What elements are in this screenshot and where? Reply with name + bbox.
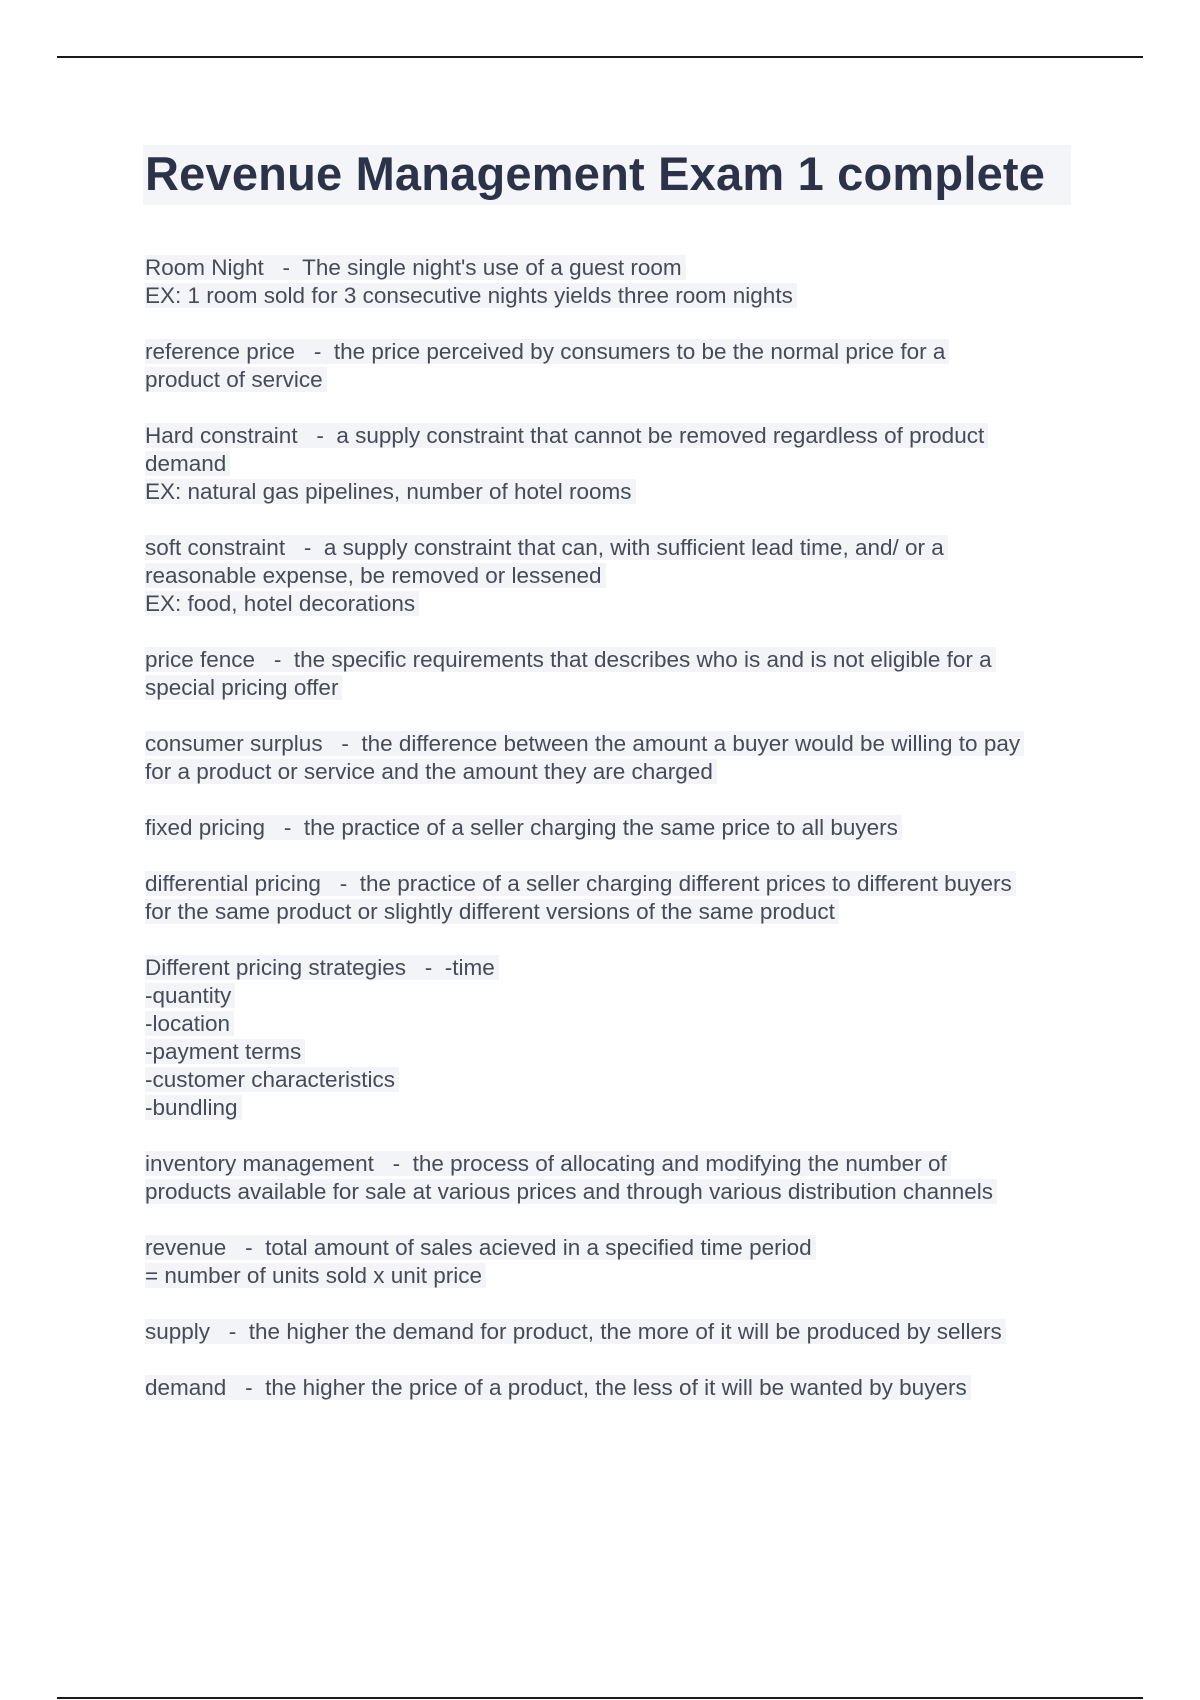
flashcard-definition: EX: food, hotel decorations: [145, 591, 416, 616]
flashcard-definition: -time: [444, 955, 495, 980]
flashcard-definition: the practice of a seller charging different prices to different buyers: [359, 871, 1012, 896]
text-highlight: [145, 1095, 242, 1120]
title-block: [143, 145, 1071, 205]
flashcard-term: differential pricing: [145, 871, 321, 896]
flashcard-definition: The single night's use of a guest room: [302, 255, 682, 280]
flashcard-definition-line: [145, 982, 1090, 1010]
term-separator: -: [210, 1319, 249, 1344]
flashcard-term: Hard constraint: [145, 423, 298, 448]
flashcard-definition: special pricing offer: [145, 675, 339, 700]
text-highlight: [145, 563, 606, 588]
flashcard-entry: [145, 422, 1090, 506]
text-highlight: [145, 955, 499, 980]
text-highlight: [145, 283, 797, 308]
flashcard-definition: the price perceived by consumers to be the normal price for a: [333, 339, 946, 364]
text-highlight: [145, 1179, 997, 1204]
text-highlight: [145, 1151, 951, 1176]
flashcard-definition: -payment terms: [145, 1039, 302, 1064]
flashcard-entry: [145, 1150, 1090, 1206]
flashcard-term: soft constraint: [145, 535, 286, 560]
text-highlight: [145, 1039, 305, 1064]
flashcard-term: reference price: [145, 339, 296, 364]
flashcard-definition-line: [145, 674, 1090, 702]
flashcard-entry: [145, 254, 1090, 310]
flashcard-definition-line: [145, 1066, 1090, 1094]
flashcard-definition-line: [145, 282, 1090, 310]
flashcard-definition: EX: natural gas pipelines, number of hotel rooms: [145, 479, 632, 504]
text-highlight: [145, 1067, 399, 1092]
text-highlight: [145, 647, 996, 672]
flashcard-definition-line: [145, 478, 1090, 506]
flashcard-first-line: [145, 1234, 1090, 1262]
flashcard-first-line: [145, 338, 1090, 366]
flashcard-first-line: [145, 1150, 1090, 1178]
flashcard-entry: [145, 534, 1090, 618]
flashcard-definition: = number of units sold x unit price: [145, 1263, 483, 1288]
text-highlight: [145, 1319, 1006, 1344]
term-separator: -: [320, 871, 360, 896]
flashcard-definition: -location: [145, 1011, 231, 1036]
flashcard-definition: the process of allocating and modifying the number of: [412, 1151, 947, 1176]
flashcard-definition-line: [145, 1010, 1090, 1038]
flashcard-term: Different pricing strategies: [145, 955, 406, 980]
flashcard-definition-line: [145, 1038, 1090, 1066]
flashcard-list: [145, 254, 1090, 1402]
text-highlight: [145, 535, 948, 560]
flashcard-term: price fence: [145, 647, 256, 672]
term-separator: -: [295, 339, 334, 364]
text-highlight: [145, 451, 230, 476]
flashcard-first-line: [145, 954, 1090, 982]
text-highlight: [145, 899, 839, 924]
flashcard-term: Room Night: [145, 255, 264, 280]
flashcard-definition: for a product or service and the amount they are charged: [145, 759, 713, 784]
flashcard-definition: a supply constraint that can, with sufficient lead time, and/ or a: [323, 535, 944, 560]
flashcard-term: fixed pricing: [145, 815, 266, 840]
flashcard-entry: [145, 1318, 1090, 1346]
term-separator: -: [322, 731, 362, 756]
flashcard-first-line: [145, 1318, 1090, 1346]
term-separator: -: [265, 815, 304, 840]
text-highlight: [145, 815, 902, 840]
flashcard-definition-line: [145, 450, 1090, 478]
flashcard-definition: total amount of sales acieved in a specified time period: [265, 1235, 812, 1260]
flashcard-definition-line: [145, 1178, 1090, 1206]
document-page: [145, 145, 1090, 1430]
flashcard-term: consumer surplus: [145, 731, 323, 756]
bottom-rule: [57, 1697, 1143, 1699]
flashcard-definition: -bundling: [145, 1095, 238, 1120]
flashcard-term: supply: [145, 1319, 211, 1344]
text-highlight: [145, 339, 949, 364]
flashcard-definition: a supply constraint that cannot be removed regardless of product: [336, 423, 985, 448]
flashcard-definition-line: [145, 1094, 1090, 1122]
flashcard-entry: [145, 870, 1090, 926]
flashcard-entry: [145, 730, 1090, 786]
flashcard-entry: [145, 1234, 1090, 1290]
flashcard-definition: reasonable expense, be removed or lessened: [145, 563, 602, 588]
flashcard-definition: the practice of a seller charging the same price to all buyers: [303, 815, 898, 840]
flashcard-definition: for the same product or slightly different versions of the same product: [145, 899, 835, 924]
text-highlight: [145, 255, 686, 280]
flashcard-definition: demand: [145, 451, 227, 476]
term-separator: -: [405, 955, 445, 980]
flashcard-term: revenue: [145, 1235, 227, 1260]
flashcard-entry: [145, 1374, 1090, 1402]
text-highlight: [145, 871, 1016, 896]
flashcard-definition-line: [145, 898, 1090, 926]
flashcard-first-line: [145, 422, 1090, 450]
flashcard-definition: the specific requirements that describes who is and is not eligible for a: [293, 647, 992, 672]
top-rule: [57, 56, 1143, 58]
term-separator: -: [226, 1235, 266, 1260]
flashcard-definition-line: [145, 1262, 1090, 1290]
text-highlight: [145, 1011, 234, 1036]
text-highlight: [145, 591, 419, 616]
flashcard-definition: -quantity: [145, 983, 232, 1008]
term-separator: -: [263, 255, 303, 280]
text-highlight: [145, 423, 988, 448]
flashcard-first-line: [145, 254, 1090, 282]
flashcard-definition: the higher the price of a product, the less of it will be wanted by buyers: [265, 1375, 967, 1400]
flashcard-first-line: [145, 534, 1090, 562]
flashcard-definition: the higher the demand for product, the more of it will be produced by sellers: [248, 1319, 1002, 1344]
text-highlight: [145, 1235, 816, 1260]
flashcard-definition: -customer characteristics: [145, 1067, 396, 1092]
term-separator: -: [255, 647, 294, 672]
flashcard-entry: [145, 338, 1090, 394]
term-separator: -: [285, 535, 324, 560]
flashcard-entry: [145, 814, 1090, 842]
term-separator: -: [297, 423, 337, 448]
flashcard-definition: products available for sale at various prices and through various distribution channels: [145, 1179, 993, 1204]
text-highlight: [145, 675, 342, 700]
flashcard-first-line: [145, 730, 1090, 758]
flashcard-term: inventory management: [145, 1151, 374, 1176]
text-highlight: [145, 731, 1024, 756]
flashcard-definition-line: [145, 590, 1090, 618]
flashcard-term: demand: [145, 1375, 227, 1400]
flashcard-entry: [145, 646, 1090, 702]
text-highlight: [145, 759, 717, 784]
flashcard-first-line: [145, 870, 1090, 898]
text-highlight: [145, 983, 235, 1008]
text-highlight: [145, 1375, 971, 1400]
flashcard-definition: product of service: [145, 367, 323, 392]
flashcard-definition-line: [145, 562, 1090, 590]
flashcard-definition: EX: 1 room sold for 3 consecutive nights yields three room nights: [145, 283, 793, 308]
term-separator: -: [373, 1151, 413, 1176]
flashcard-first-line: [145, 646, 1090, 674]
flashcard-entry: [145, 954, 1090, 1122]
text-highlight: [145, 1263, 486, 1288]
flashcard-definition-line: [145, 758, 1090, 786]
text-highlight: [145, 479, 636, 504]
flashcard-first-line: [145, 814, 1090, 842]
term-separator: -: [226, 1375, 266, 1400]
flashcard-first-line: [145, 1374, 1090, 1402]
flashcard-definition-line: [145, 366, 1090, 394]
flashcard-definition: the difference between the amount a buyer would be willing to pay: [361, 731, 1021, 756]
page-title: Revenue Management Exam 1 complete: [145, 147, 1046, 200]
text-highlight: [145, 367, 327, 392]
